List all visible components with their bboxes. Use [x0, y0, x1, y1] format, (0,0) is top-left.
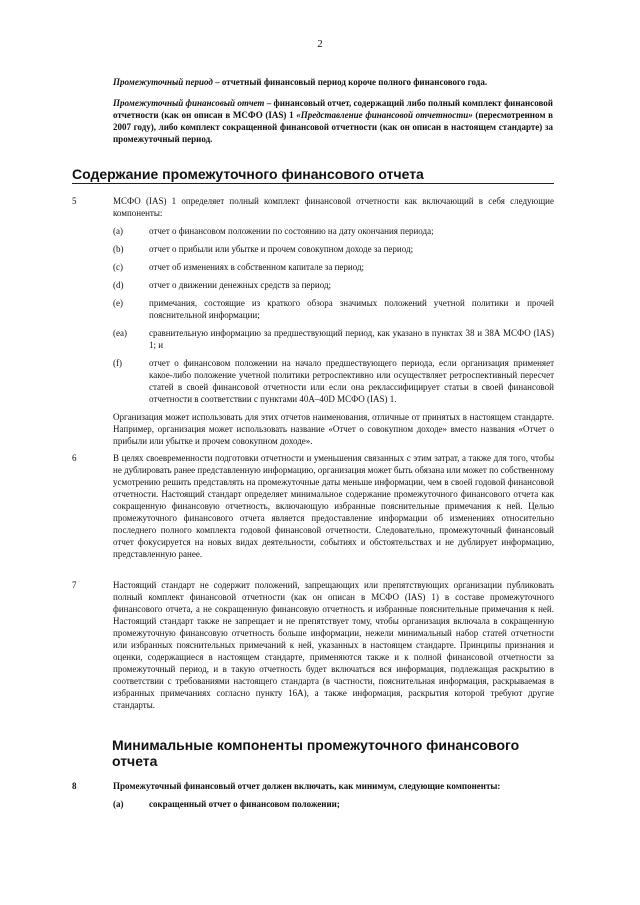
page-number: 2: [317, 38, 323, 50]
item-text: сокращенный отчет о финансовом положении;: [149, 799, 340, 809]
section-title-minimum: [112, 737, 552, 769]
definitions: [113, 76, 553, 154]
paragraph-number: 7: [72, 580, 77, 590]
paragraph-number: 8: [72, 781, 77, 791]
paragraph-6: [72, 452, 554, 566]
list-item: [113, 297, 554, 321]
item-text: отчет об изменениях в собственном капитале за период;: [149, 262, 365, 272]
item-label: (f): [113, 358, 122, 368]
definition-text: – отчетный финансовый период короче полного финансового года.: [212, 77, 488, 87]
item-label: (c): [113, 262, 123, 272]
item-label: (e): [113, 298, 123, 308]
item-text: отчет о финансовом положении по состоянию на дату окончания периода;: [149, 226, 434, 236]
item-label: (d): [113, 280, 124, 290]
list-item: [113, 357, 554, 405]
item-label: (a): [113, 226, 123, 236]
item-label: (b): [113, 244, 124, 254]
definition-italic: «Представление финансовой отчетности»: [296, 110, 473, 120]
item-text: отчет о движении денежных средств за период;: [149, 280, 332, 290]
definition-term: Промежуточный период: [113, 77, 213, 87]
list-item: [113, 225, 554, 237]
list-item: [113, 798, 554, 810]
paragraph-number: 5: [72, 196, 77, 206]
paragraph-8: [72, 780, 554, 816]
list-item: [113, 327, 554, 351]
paragraph-text: В целях своевременности подготовки отчетности и уменьшения связанных с этим затрат, а также для того, чтобы не дублировать ранее представленную информацию, организация может быть обязана или может по собственному усмотрению решить представлять на промежуточные даты меньше информации, чем в своей годовой финансовой отчетности. Настоящий стандарт определяет минимальное содержание промежуточного финансового отчета как сокращенную финансовую отчетность, включающую избранные пояснительные примечания к ней. Целью промежуточного финансового отчета является предоставление информации об изменениях относительно последнего полного комплекта годовой финансовой отчетности. Следовательно, промежуточный финансовый отчет фокусируется на новых видах деятельности, событиях и обстоятельствах и не дублирует информацию, представленную ранее.: [113, 453, 554, 559]
definition-term: Промежуточный финансовый отчет: [113, 98, 265, 108]
definition-text: (пересмотренном в 2007 году), либо комплект сокращенной финансовой отчетности (как он описан в настоящем стандарте) за промежуточный период.: [113, 110, 553, 144]
paragraph-intro: МСФО (IAS) 1 определяет полный комплект финансовой отчетности как включающий в себя следующие компоненты:: [113, 196, 554, 218]
paragraph-5: [72, 195, 554, 453]
paragraph-intro: Промежуточный финансовый отчет должен включать, как минимум, следующие компоненты:: [113, 781, 501, 791]
item-text: сравнительную информацию за предшествующий период, как указано в пунктах 38 и 38А МСФО (IAS) 1; и: [149, 328, 554, 350]
list-item: [113, 243, 554, 255]
item-text: отчет о прибыли или убытке и прочем совокупном доходе за период;: [149, 244, 414, 254]
section-title-line: отчета: [112, 753, 158, 769]
definition-interim-report: [113, 97, 553, 145]
paragraph-7: [72, 579, 554, 717]
section-title-content: Содержание промежуточного финансового отчета: [72, 166, 424, 182]
item-label: (a): [113, 799, 124, 809]
list-item: [113, 279, 554, 291]
list-item: [113, 261, 554, 273]
paragraph-text: Настоящий стандарт не содержит положений, запрещающих или препятствующих организации публиковать полный комплект финансовой отчетности (как он описан в МСФО (IAS) 1) в составе промежуточного финансового отчета, а не сокращенную финансовую отчетность и избранные пояснительные примечания к ней. Настоящий стандарт также не запрещает и не препятствует тому, чтобы организация включала в сокращенную промежуточную финансовую отчетность больше информации, нежели минимальный набор статей отчетности или избранных пояснительных примечаний к ней, указанных в настоящем стандарте. Принципы признания и оценки, содержащиеся в настоящем стандарте, применяются также и к полной финансовой отчетности за промежуточный период, и в такую отчетность будет включаться вся информация, подлежащая раскрытию в соответствии с требованиями настоящего стандарта (в частности, пояснительная информация, раскрываемая в избранных примечаниях согласно пункту 16А), а также информация, раскрытия которой требуют другие стандарты.: [113, 580, 554, 710]
definition-text: – финансовый отчет, содержащий либо полный комплект финансовой отчетности (как он описан в МСФО (IAS) 1: [113, 98, 553, 120]
item-text: примечания, состоящие из краткого обзора значимых положений учетной политики и прочей пояснительной информации;: [149, 298, 554, 320]
section-title-line: Минимальные компоненты промежуточного финансового: [112, 737, 520, 753]
definition-interim-period: [113, 76, 553, 88]
component-list: [113, 798, 554, 810]
section-rule: [72, 183, 554, 184]
paragraph-number: 6: [72, 453, 77, 463]
item-label: (ea): [113, 328, 127, 338]
item-text: отчет о финансовом положении на начало предшествующего периода, если организация применяет какое-либо положение учетной политики ретроспективно или осуществляет ретроспективный пересчет статей в своей финансовой отчетности или если она реклассифицирует статьи в своей финансовой отчетности в соответствии с пунктами 40А–40D МСФО (IAS) 1.: [149, 358, 554, 404]
paragraph-closing: Организация может использовать для этих отчетов наименования, отличные от принятых в настоящем стандарте. Например, организация может использовать название «Отчет о совокупном доходе» вместо названия «Отчет о прибыли или убытке и прочем совокупном доходе».: [113, 412, 554, 446]
component-list: [113, 225, 554, 405]
